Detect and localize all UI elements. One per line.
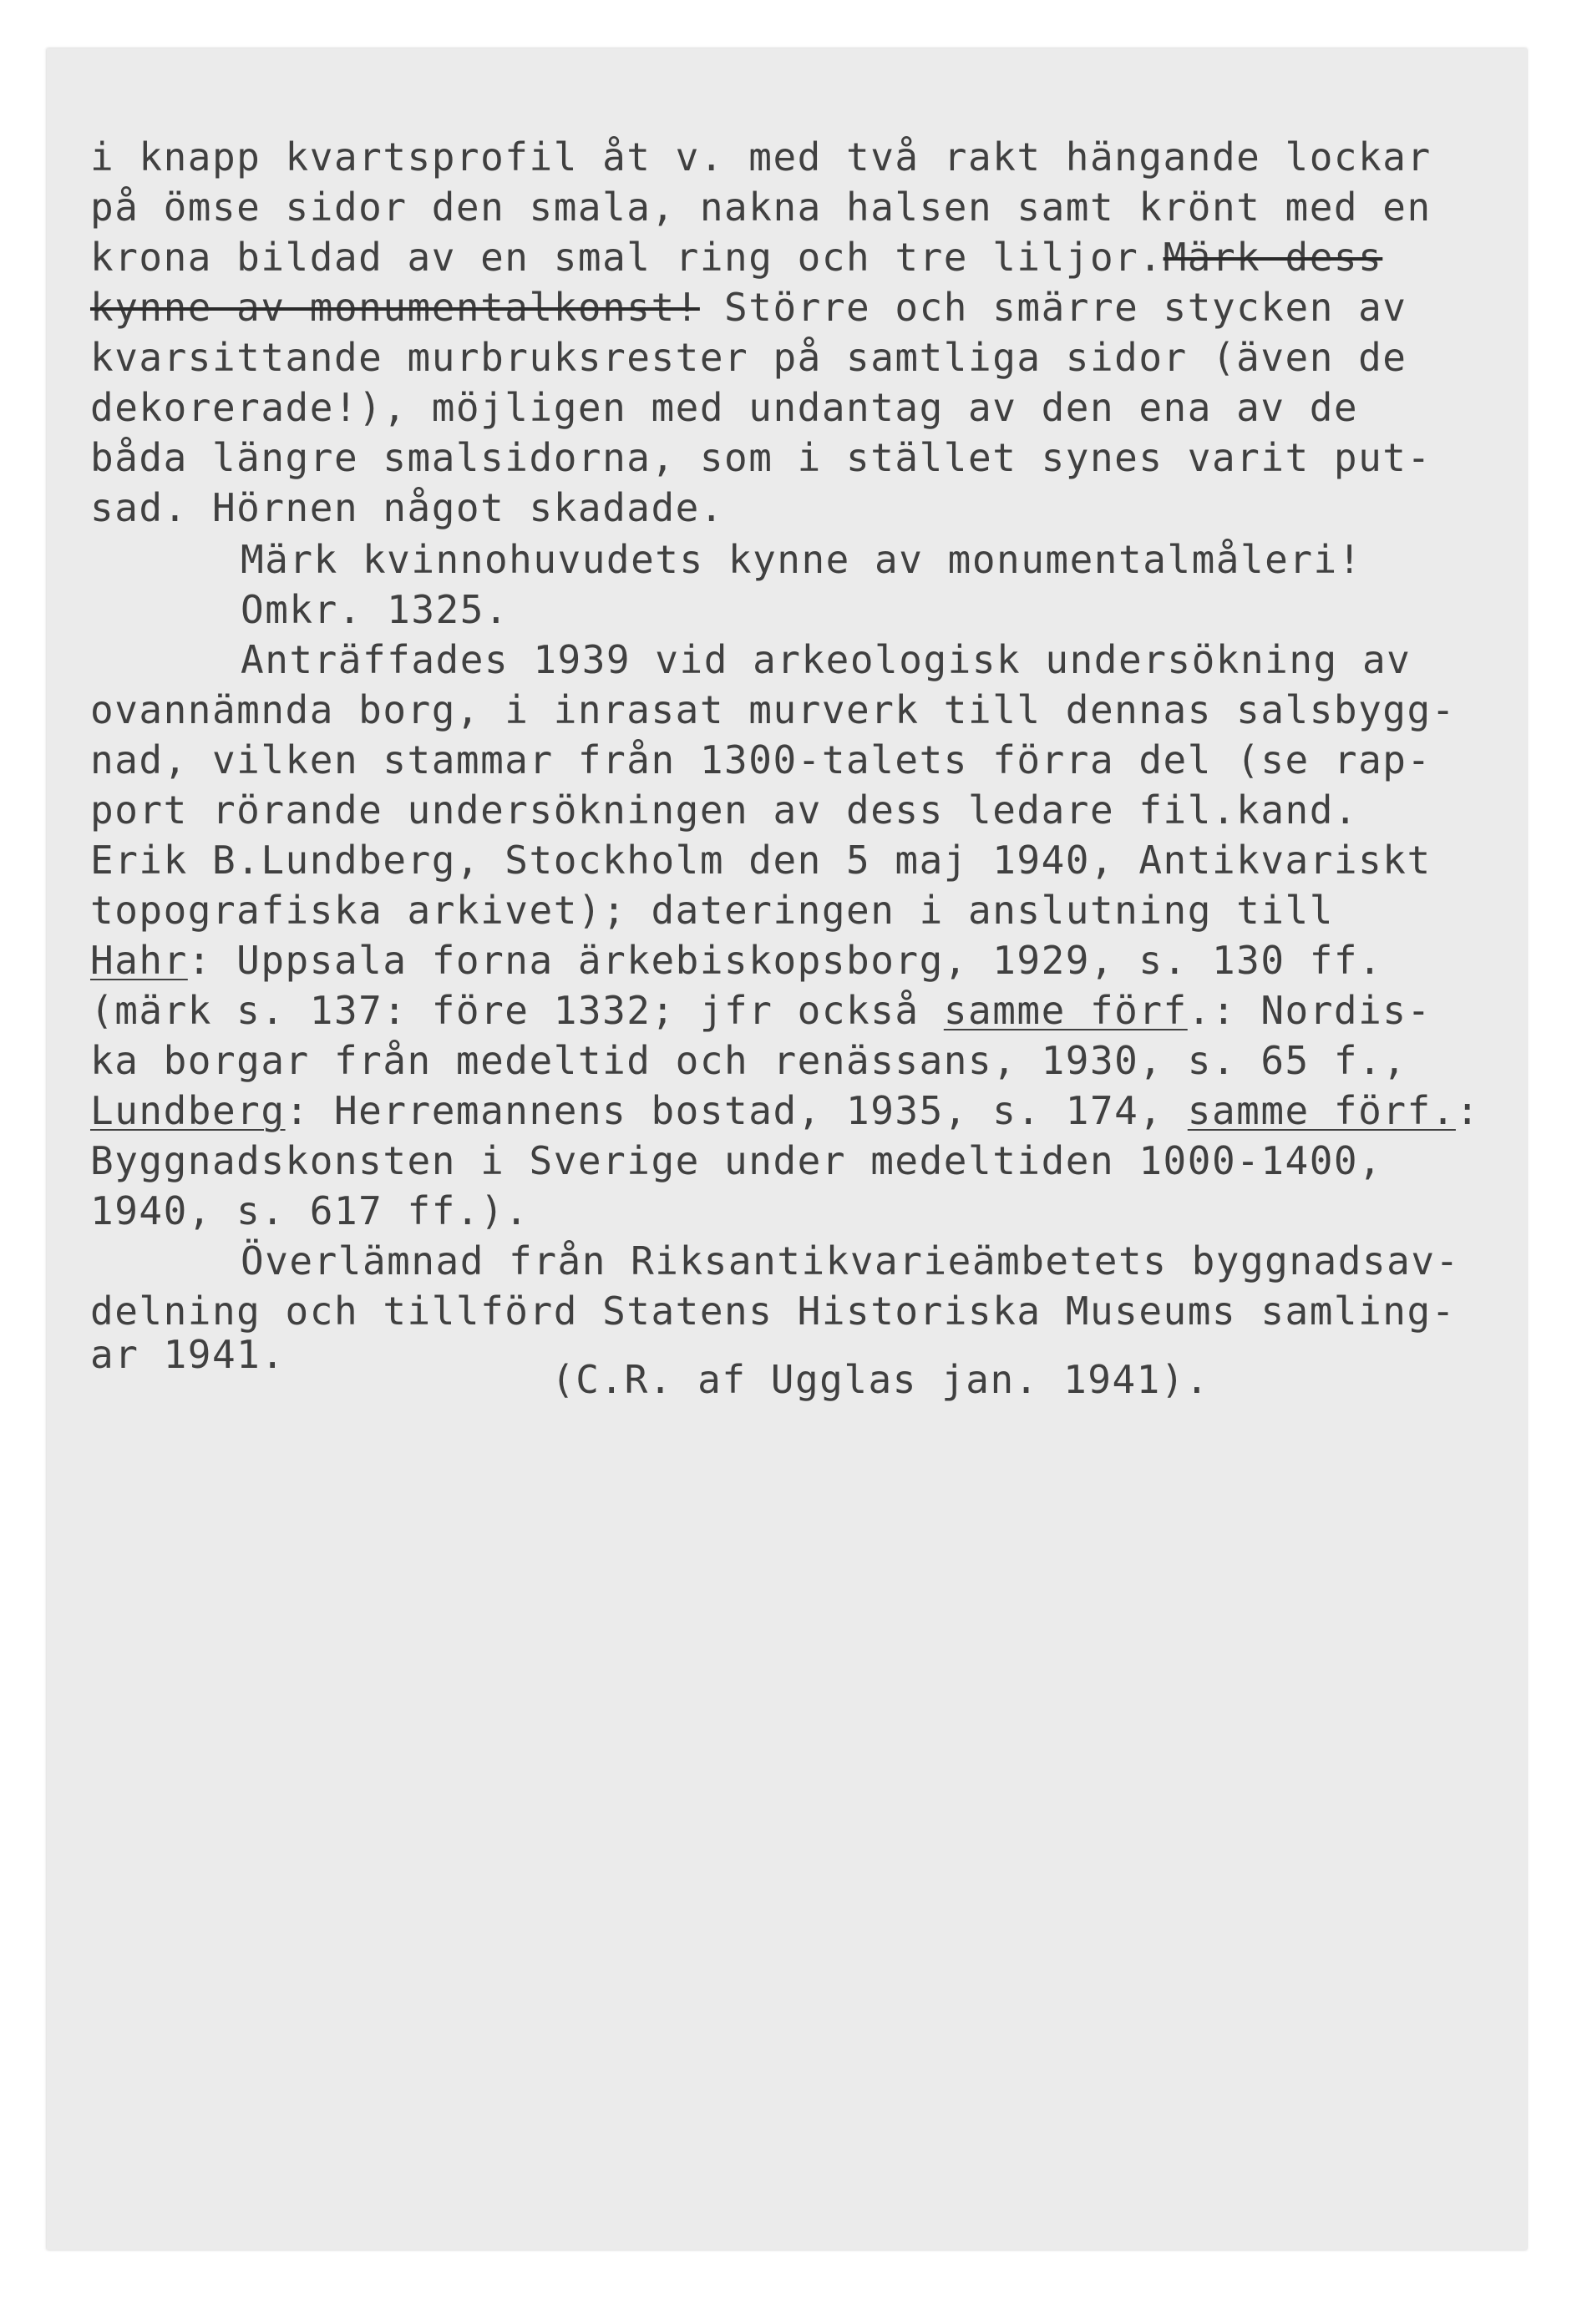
underlined-author: Hahr [90, 938, 188, 983]
text-line: ovannämnda borg, i inrasat murverk till dennas salsbygg- [90, 687, 1456, 732]
text-line: delning och tillförd Statens Historiska Museums samling- [90, 1289, 1456, 1334]
underlined-author: Lundberg [90, 1088, 286, 1133]
text-line: i knapp kvartsprofil åt v. med två rakt hängande lockar [90, 134, 1432, 180]
text-line: Erik B.Lundberg, Stockholm den 5 maj 1940, Antikvariskt [90, 838, 1432, 883]
text-line: dekorerade!), möjligen med undantag av den ena av de [90, 385, 1359, 430]
text-line [90, 284, 1407, 331]
struck-text: Märk dess [1163, 235, 1383, 280]
text-line [90, 234, 1382, 281]
underlined-reference: samme förf [943, 988, 1188, 1033]
text-line: ar 1941. [90, 1332, 286, 1377]
underlined-reference: samme förf. [1187, 1088, 1456, 1133]
text-segment: Större och smärre stycken av [699, 285, 1407, 330]
text-line: Omkr. 1325. [241, 587, 510, 632]
text-line: ka borgar från medeltid och renässans, 1930, s. 65 f., [90, 1038, 1407, 1083]
text-line: 1940, s. 617 ff.). [90, 1188, 530, 1233]
text-line: Byggnadskonsten i Sverige under medeltiden 1000-1400, [90, 1138, 1383, 1183]
text-segment: : [1455, 1088, 1481, 1133]
text-line: port rörande undersökningen av dess ledare fil.kand. [90, 787, 1359, 833]
text-line [90, 937, 1382, 984]
text-line: Märk kvinnohuvudets kynne av monumentalmåleri! [241, 537, 1362, 582]
text-segment: : Herremannens bostad, 1935, s. 174, [285, 1088, 1188, 1133]
text-segment: (märk s. 137: före 1332; jfr också [90, 988, 944, 1033]
text-line: Överlämnad från Riksantikvarieämbetets byggnadsav- [241, 1238, 1460, 1284]
text-line [90, 1087, 1480, 1134]
document-card [47, 48, 1527, 2250]
text-line: kvarsittande murbruksrester på samtliga sidor (även de [90, 335, 1407, 380]
text-segment: krona bildad av en smal ring och tre liljor. [90, 235, 1164, 280]
text-line: topografiska arkivet); dateringen i anslutning till [90, 888, 1334, 933]
signature-line: (C.R. af Ugglas jan. 1941). [551, 1357, 1210, 1402]
text-segment: : Uppsala forna ärkebiskopsborg, 1929, s. 130 ff. [187, 938, 1383, 983]
text-line: Anträffades 1939 vid arkeologisk undersökning av [241, 637, 1412, 682]
text-line: sad. Hörnen något skadade. [90, 485, 725, 530]
struck-text: kynne av monumentalkonst! [90, 285, 700, 330]
text-line [90, 987, 1432, 1034]
text-line: på ömse sidor den smala, nakna halsen samt krönt med en [90, 185, 1432, 230]
text-line: nad, vilken stammar från 1300-talets förra del (se rap- [90, 737, 1432, 782]
text-segment: .: Nordis- [1187, 988, 1432, 1033]
text-line: båda längre smalsidorna, som i stället synes varit put- [90, 435, 1432, 480]
